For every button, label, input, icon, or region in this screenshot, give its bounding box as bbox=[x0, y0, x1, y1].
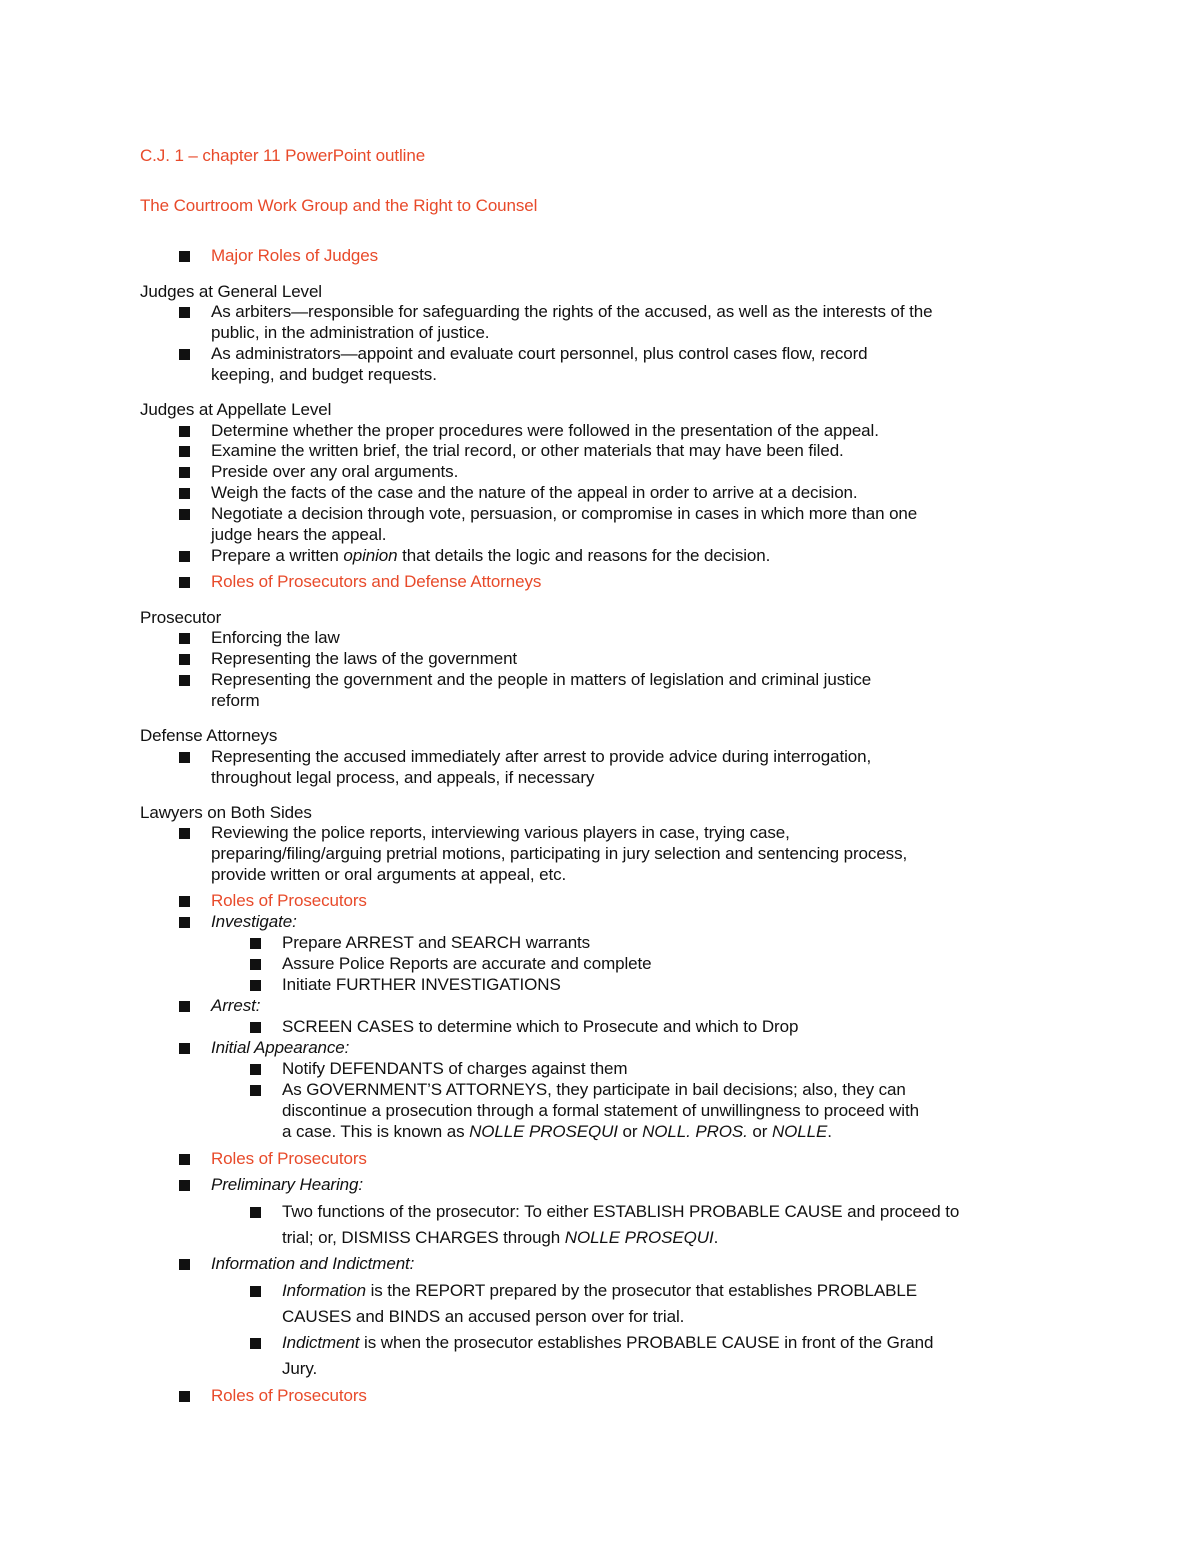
list-item-cont: preparing/filing/arguing pretrial motions, participating in jury selection and sentencing process, bbox=[211, 844, 908, 863]
heading-both-sides: Lawyers on Both Sides bbox=[140, 803, 312, 822]
list-item-cont: public, in the administration of justice. bbox=[211, 323, 490, 342]
bullet-icon bbox=[179, 446, 190, 457]
bullet-icon bbox=[179, 1180, 190, 1191]
list-item: Determine whether the proper procedures were followed in the presentation of the appeal. bbox=[211, 421, 879, 440]
bullet-icon bbox=[250, 1085, 261, 1096]
list-item: Notify DEFENDANTS of charges against them bbox=[282, 1059, 628, 1078]
bullet-icon bbox=[179, 307, 190, 318]
list-item: Assure Police Reports are accurate and complete bbox=[282, 954, 652, 973]
section-roles-prosecutors: Roles of Prosecutors bbox=[211, 1386, 367, 1405]
list-item: Initiate FURTHER INVESTIGATIONS bbox=[282, 975, 561, 994]
subheading-initial-appearance: Initial Appearance: bbox=[211, 1038, 350, 1057]
doc-subtitle: The Courtroom Work Group and the Right to Counsel bbox=[140, 196, 538, 215]
list-item: Two functions of the prosecutor: To either ESTABLISH PROBABLE CAUSE and proceed to bbox=[282, 1202, 960, 1221]
bullet-icon bbox=[250, 980, 261, 991]
bullet-icon bbox=[179, 1043, 190, 1054]
bullet-icon bbox=[179, 1391, 190, 1402]
bullet-icon bbox=[250, 1064, 261, 1075]
list-item: Reviewing the police reports, interviewing various players in case, trying case, bbox=[211, 823, 790, 842]
list-item: Prepare a written opinion that details the logic and reasons for the decision. bbox=[211, 546, 771, 565]
list-item: Indictment is when the prosecutor establishes PROBABLE CAUSE in front of the Grand bbox=[282, 1333, 934, 1352]
heading-prosecutor: Prosecutor bbox=[140, 608, 222, 627]
list-item-cont: CAUSES and BINDS an accused person over for trial. bbox=[282, 1307, 685, 1326]
bullet-icon bbox=[250, 938, 261, 949]
bullet-icon bbox=[179, 251, 190, 262]
subheading-investigate: Investigate: bbox=[211, 912, 297, 931]
bullet-icon bbox=[179, 1001, 190, 1012]
bullet-icon bbox=[179, 1259, 190, 1270]
heading-defense: Defense Attorneys bbox=[140, 726, 278, 745]
bullet-icon bbox=[179, 633, 190, 644]
section-major-roles: Major Roles of Judges bbox=[211, 246, 379, 265]
bullet-icon bbox=[179, 467, 190, 478]
list-item: Weigh the facts of the case and the nature of the appeal in order to arrive at a decision. bbox=[211, 483, 858, 502]
bullet-icon bbox=[179, 917, 190, 928]
list-item: As arbiters—responsible for safeguarding the rights of the accused, as well as the interests of the bbox=[211, 302, 933, 321]
list-item-cont: throughout legal process, and appeals, if necessary bbox=[211, 768, 595, 787]
list-item: As GOVERNMENT’S ATTORNEYS, they participate in bail decisions; also, they can bbox=[282, 1080, 906, 1099]
list-item-cont: provide written or oral arguments at appeal, etc. bbox=[211, 865, 567, 884]
list-item-cont: Jury. bbox=[282, 1359, 318, 1378]
list-item: Enforcing the law bbox=[211, 628, 340, 647]
bullet-icon bbox=[179, 551, 190, 562]
bullet-icon bbox=[179, 675, 190, 686]
list-item: Preside over any oral arguments. bbox=[211, 462, 459, 481]
bullet-icon bbox=[250, 1207, 261, 1218]
list-item: Information is the REPORT prepared by the prosecutor that establishes PROBLABLE bbox=[282, 1281, 917, 1300]
subheading-arrest: Arrest: bbox=[211, 996, 261, 1015]
list-item-cont: judge hears the appeal. bbox=[211, 525, 387, 544]
bullet-icon bbox=[179, 896, 190, 907]
list-item-cont: trial; or, DISMISS CHARGES through NOLLE PROSEQUI. bbox=[282, 1228, 719, 1247]
bullet-icon bbox=[179, 752, 190, 763]
bullet-icon bbox=[179, 577, 190, 588]
section-roles-prosecutors: Roles of Prosecutors bbox=[211, 891, 367, 910]
section-roles-pros-defense: Roles of Prosecutors and Defense Attorneys bbox=[211, 572, 542, 591]
list-item: Representing the government and the people in matters of legislation and criminal justice bbox=[211, 670, 872, 689]
bullet-icon bbox=[250, 959, 261, 970]
list-item: Negotiate a decision through vote, persuasion, or compromise in cases in which more than one bbox=[211, 504, 918, 523]
list-item: Examine the written brief, the trial record, or other materials that may have been filed. bbox=[211, 441, 844, 460]
list-item-cont: a case. This is known as NOLLE PROSEQUI or NOLL. PROS. or NOLLE. bbox=[282, 1122, 832, 1141]
bullet-icon bbox=[250, 1338, 261, 1349]
bullet-icon bbox=[179, 426, 190, 437]
list-item: Representing the accused immediately after arrest to provide advice during interrogation, bbox=[211, 747, 872, 766]
bullet-icon bbox=[250, 1286, 261, 1297]
bullet-icon bbox=[179, 509, 190, 520]
bullet-icon bbox=[179, 654, 190, 665]
section-roles-prosecutors: Roles of Prosecutors bbox=[211, 1149, 367, 1168]
bullet-icon bbox=[179, 1154, 190, 1165]
list-item: Representing the laws of the government bbox=[211, 649, 518, 668]
bullet-icon bbox=[250, 1022, 261, 1033]
subheading-preliminary-hearing: Preliminary Hearing: bbox=[211, 1175, 363, 1194]
heading-general-level: Judges at General Level bbox=[140, 282, 322, 301]
list-item-cont: reform bbox=[211, 691, 260, 710]
list-item: As administrators—appoint and evaluate court personnel, plus control cases flow, record bbox=[211, 344, 868, 363]
list-item-cont: keeping, and budget requests. bbox=[211, 365, 437, 384]
doc-title: C.J. 1 – chapter 11 PowerPoint outline bbox=[140, 146, 426, 165]
bullet-icon bbox=[179, 488, 190, 499]
subheading-information-indictment: Information and Indictment: bbox=[211, 1254, 415, 1273]
list-item: SCREEN CASES to determine which to Prosecute and which to Drop bbox=[282, 1017, 799, 1036]
bullet-icon bbox=[179, 349, 190, 360]
list-item: Prepare ARREST and SEARCH warrants bbox=[282, 933, 591, 952]
list-item-cont: discontinue a prosecution through a formal statement of unwillingness to proceed with bbox=[282, 1101, 919, 1120]
heading-appellate-level: Judges at Appellate Level bbox=[140, 400, 332, 419]
bullet-icon bbox=[179, 828, 190, 839]
